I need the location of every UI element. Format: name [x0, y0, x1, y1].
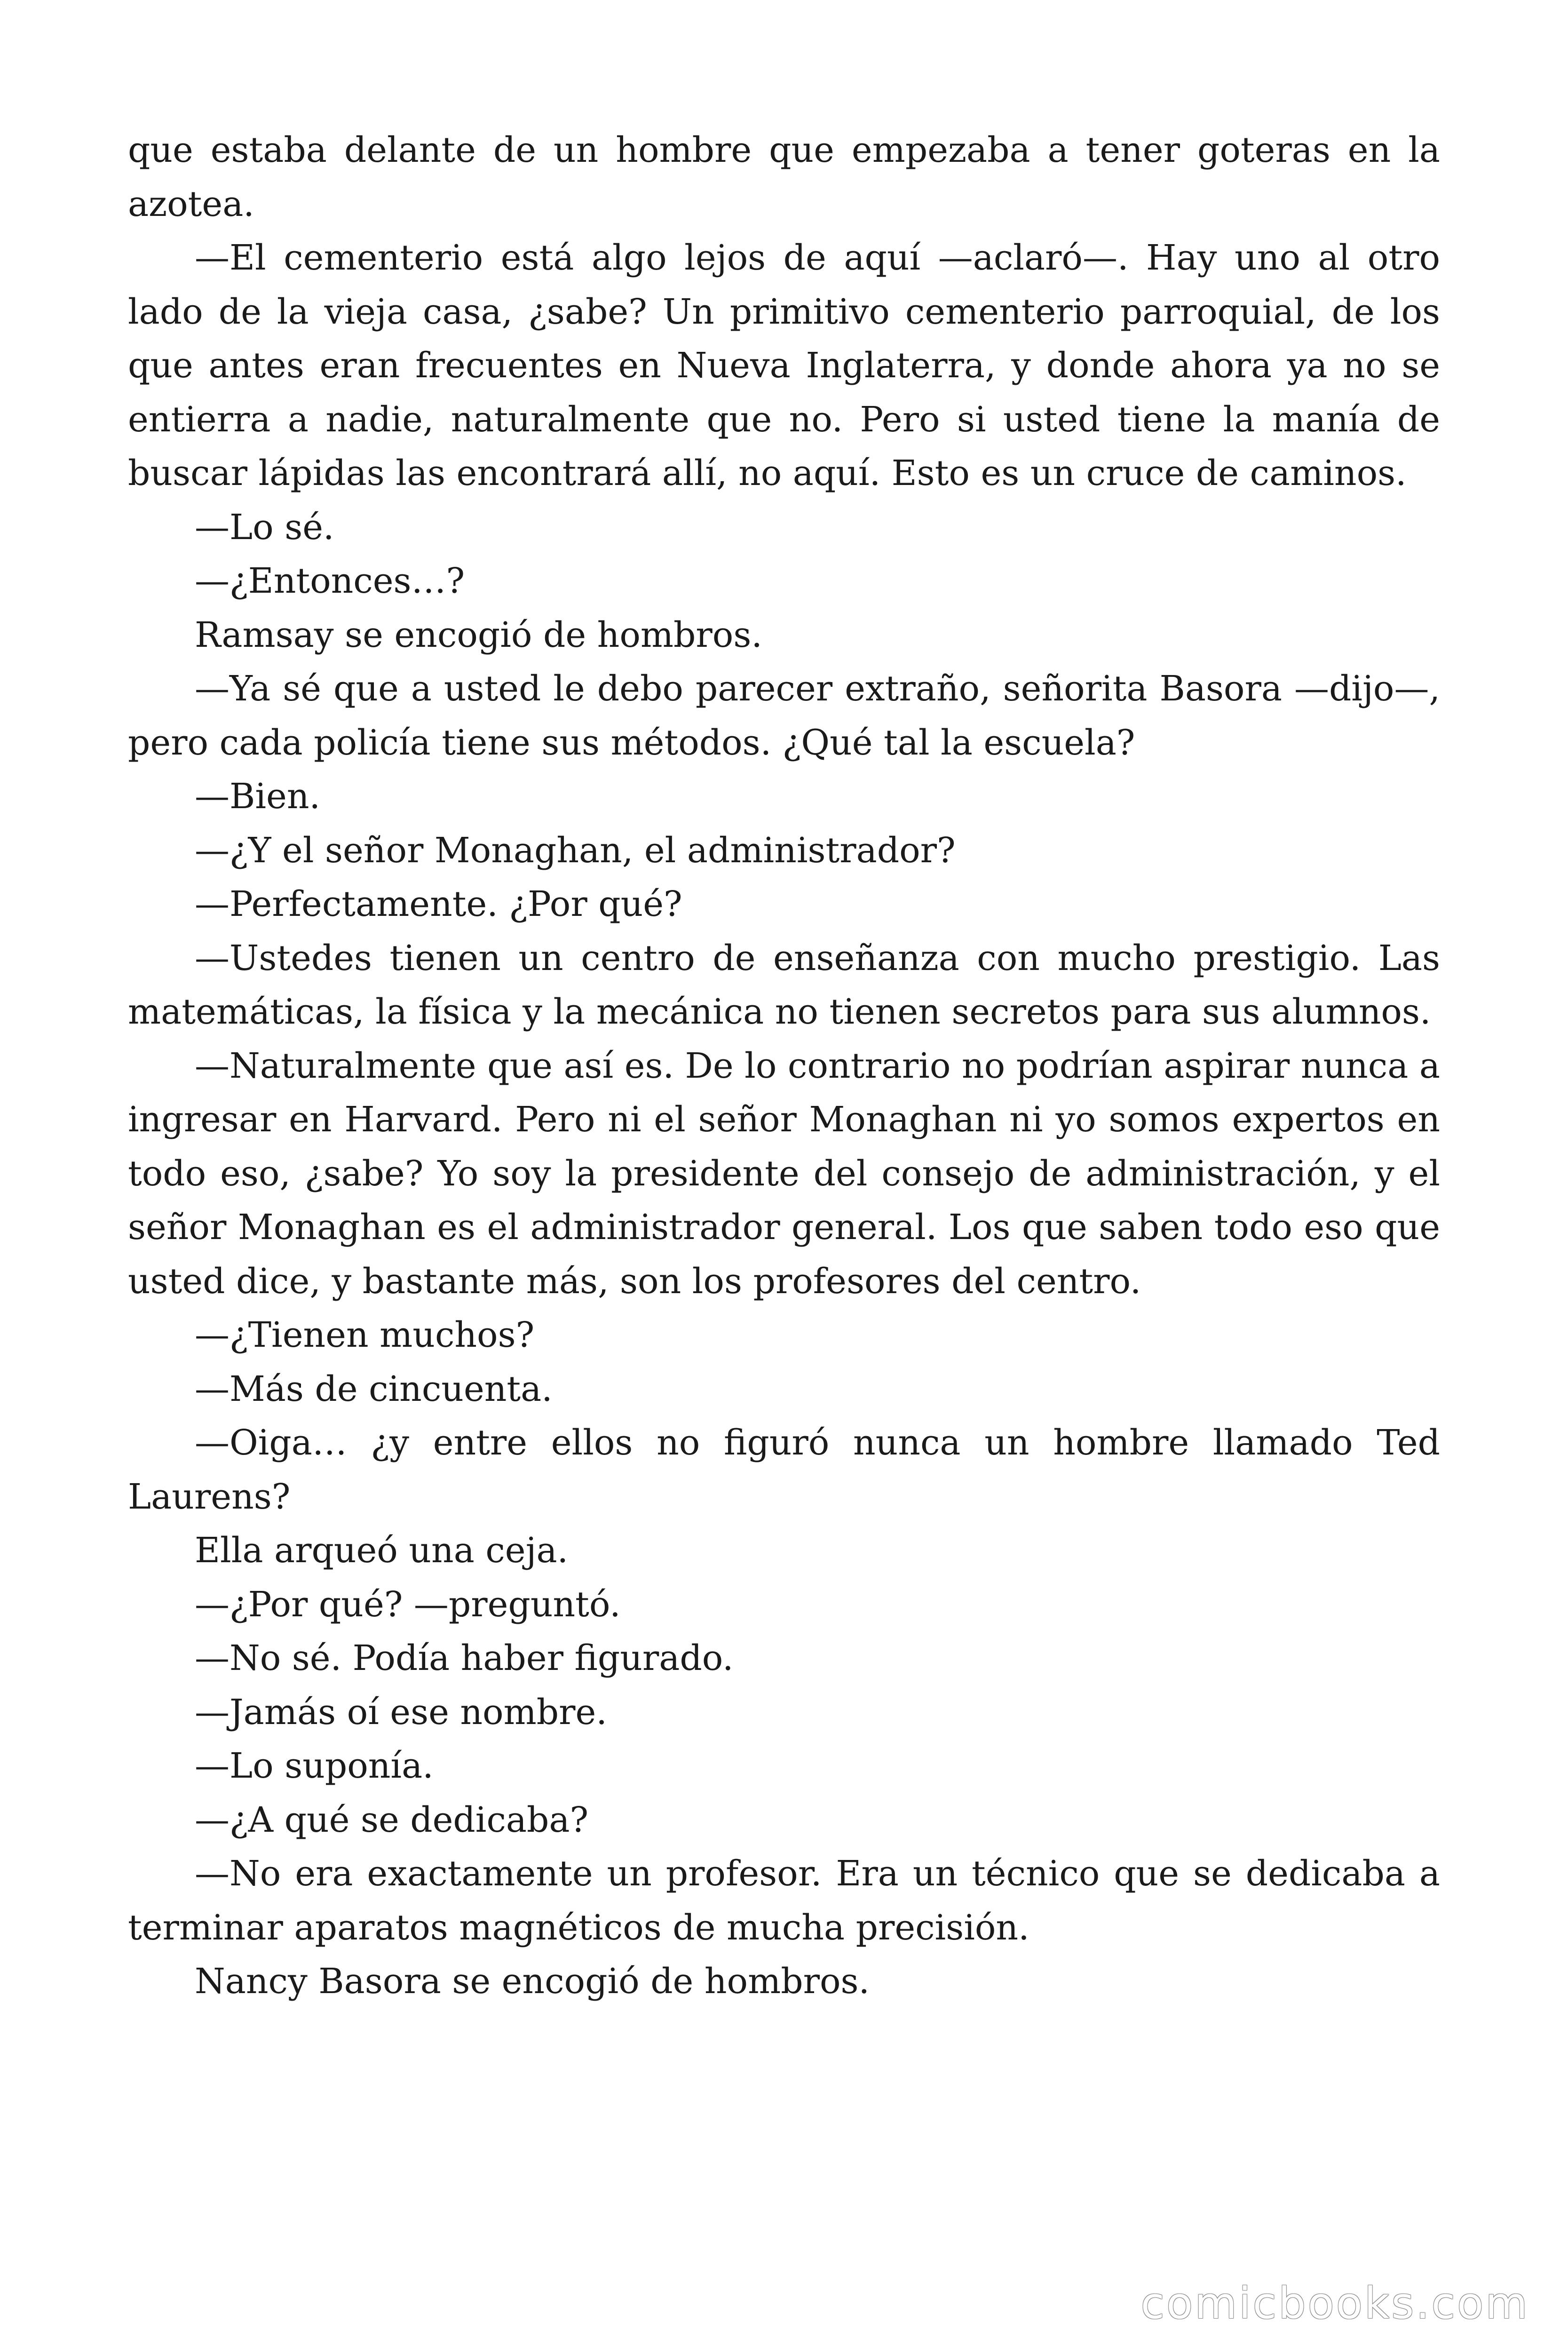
- paragraph: que estaba delante de un hombre que empezaba a tener goteras en la azotea.: [128, 130, 1440, 224]
- paragraph: —No sé. Podía haber figurado.: [195, 1638, 734, 1678]
- paragraph: —Jamás oí ese nombre.: [195, 1692, 607, 1732]
- paragraph: —Más de cincuenta.: [195, 1368, 553, 1409]
- paragraph: —Lo suponía.: [195, 1746, 434, 1786]
- paragraph: —¿A qué se dedicaba?: [195, 1799, 589, 1840]
- paragraph: —Oiga… ¿y entre ellos no figuró nunca un hombre llamado Ted Laurens?: [128, 1422, 1440, 1517]
- paragraph: —¿Tienen muchos?: [195, 1315, 535, 1355]
- body-text: [128, 123, 1440, 2009]
- paragraph: —El cementerio está algo lejos de aquí —aclaró—. Hay uno al otro lado de la vieja casa, ¿sabe? Un primitivo cementerio parroquial, de los que antes eran frecuentes en Nueva Inglaterra, y donde ahora ya no se entierra a nadie, naturalmente que no. Pero si usted tiene la manía de buscar lápidas las encontrará allí, no aquí. Esto es un cruce de caminos.: [128, 238, 1440, 493]
- watermark: comicbooks.com: [1140, 2278, 1529, 2328]
- paragraph: Nancy Basora se encogió de hombros.: [195, 1961, 870, 2002]
- paragraph: —Ya sé que a usted le debo parecer extraño, señorita Basora —dijo—, pero cada policía tiene sus métodos. ¿Qué tal la escuela?: [128, 668, 1440, 763]
- paragraph: —Bien.: [195, 776, 321, 817]
- paragraph: —Lo sé.: [195, 507, 334, 548]
- paragraph: —No era exactamente un profesor. Era un técnico que se dedicaba a terminar aparatos magnéticos de mucha precisión.: [128, 1853, 1440, 1948]
- paragraph: —¿Por qué? —preguntó.: [195, 1584, 621, 1625]
- paragraph: —¿Entonces…?: [195, 561, 465, 601]
- paragraph: —¿Y el señor Monaghan, el administrador?: [195, 830, 956, 871]
- paragraph: —Perfectamente. ¿Por qué?: [195, 884, 682, 924]
- paragraph: —Ustedes tienen un centro de enseñanza con mucho prestigio. Las matemáticas, la física y la mecánica no tienen secretos para sus alumnos.: [128, 938, 1440, 1032]
- paragraph: Ramsay se encogió de hombros.: [195, 614, 762, 655]
- paragraph: —Naturalmente que así es. De lo contrario no podrían aspirar nunca a ingresar en Harvard. Pero ni el señor Monaghan ni yo somos expertos en todo eso, ¿sabe? Yo soy la presidente del consejo de administración, y el señor Monaghan es el administrador general. Los que saben todo eso que usted dice, y bastante más, son los profesores del centro.: [128, 1045, 1440, 1302]
- paragraph: Ella arqueó una ceja.: [195, 1530, 569, 1571]
